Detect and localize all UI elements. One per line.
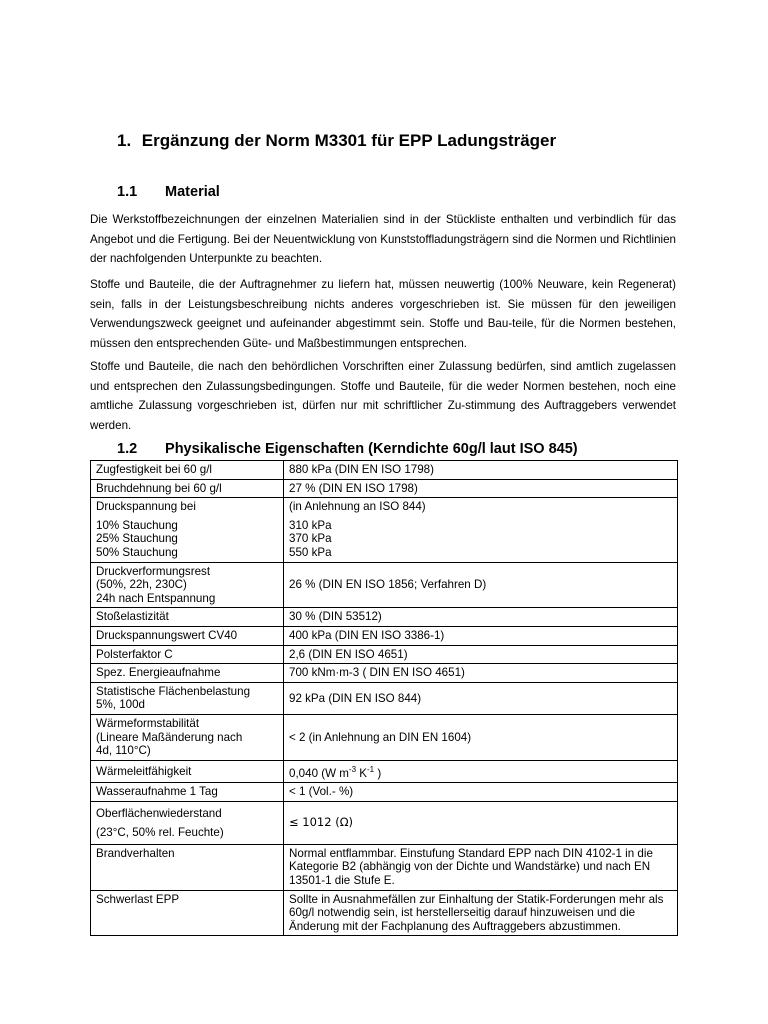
table-row xyxy=(91,608,678,627)
property-label: Bruchdehnung bei 60 g/l xyxy=(91,479,284,498)
property-value: 700 kNm·m-3 ( DIN EN ISO 4651) xyxy=(284,664,678,683)
property-label: Brandverhalten xyxy=(91,844,284,890)
table-row xyxy=(91,562,678,608)
property-label: Wärmeformstabilität xyxy=(96,716,200,730)
property-label: (50%, 22h, 230C) xyxy=(96,578,187,592)
property-label-group xyxy=(91,498,284,562)
table-row xyxy=(91,844,678,890)
property-label-group xyxy=(91,714,284,760)
property-label: (23°C, 50% rel. Feuchte) xyxy=(96,825,224,839)
property-label: Druckverformungsrest xyxy=(96,564,211,578)
property-value: 27 % (DIN EN ISO 1798) xyxy=(284,479,678,498)
sub-value: 310 kPa xyxy=(289,518,332,532)
property-label: 5%, 100d xyxy=(96,698,145,712)
table-row xyxy=(91,664,678,683)
property-value: 400 kPa (DIN EN ISO 3386-1) xyxy=(284,626,678,645)
property-value: 30 % (DIN 53512) xyxy=(284,608,678,627)
value-superscript: -1 xyxy=(367,764,375,774)
sub-label: 50% Stauchung xyxy=(96,545,178,559)
property-value: < 2 (in Anlehnung an DIN EN 1604) xyxy=(284,714,678,760)
main-heading xyxy=(117,131,556,151)
section-number: 1.1 xyxy=(117,184,138,200)
property-value: (in Anlehnung an ISO 844) xyxy=(289,500,426,514)
heading-title: Ergänzung der Norm M3301 für EPP Ladungsträger xyxy=(141,131,557,150)
table-row xyxy=(91,801,678,844)
property-value: ≤ 1012 (Ω) xyxy=(284,801,678,844)
table-row xyxy=(91,479,678,498)
table-row xyxy=(91,461,678,480)
paragraph-1: Die Werkstoffbezeichnungen der einzelnen Materialien sind in der Stückliste enthalten und verbindlich für das Angebot und die Fertigung. Bei der Neuentwicklung von Kunststoffladungsträgern sind die Normen und Richtlinien der nachfolgenden Unterpunkte zu beachten. xyxy=(90,213,676,266)
table-row xyxy=(91,645,678,664)
property-value: Sollte in Ausnahmefällen zur Einhaltung der Statik-Forderungen mehr als 60g/l notwendig sein, ist herstellerseitig darauf hinzuweisen und die Änderung mit der Fachplanung des Auftraggebers abzustimmen. xyxy=(284,890,678,936)
property-label: 24h nach Entspannung xyxy=(96,591,216,605)
property-label: Zugfestigkeit bei 60 g/l xyxy=(91,461,284,480)
property-label: Wärmeleitfähigkeit xyxy=(91,760,284,782)
property-label: Polsterfaktor C xyxy=(91,645,284,664)
sub-value: 550 kPa xyxy=(289,545,332,559)
sub-value: 370 kPa xyxy=(289,532,332,546)
sub-label: 25% Stauchung xyxy=(96,532,178,546)
heading-number: 1. xyxy=(117,131,132,150)
section-number: 1.2 xyxy=(117,441,138,457)
value-part: ) xyxy=(374,766,382,780)
property-label-group xyxy=(91,801,284,844)
value-part: 0,040 (W m xyxy=(289,766,349,780)
value-superscript: -3 xyxy=(348,764,357,774)
property-value: Normal entflammbar. Einstufung Standard EPP nach DIN 4102-1 in die Kategorie B2 (abhängig von der Dichte und Wandstärke) und nach EN 13501-1 die Stufe E. xyxy=(284,844,678,890)
property-label-group xyxy=(91,682,284,714)
property-label: Oberflächenwiederstand xyxy=(96,806,222,820)
table-row xyxy=(91,498,678,562)
property-value-group xyxy=(284,498,678,562)
table-row xyxy=(91,890,678,936)
table-row xyxy=(91,760,678,782)
properties-table xyxy=(90,460,678,936)
table-row xyxy=(91,783,678,802)
property-value: 92 kPa (DIN EN ISO 844) xyxy=(284,682,678,714)
section-title: Physikalische Eigenschaften (Kerndichte 60g/l laut ISO 845) xyxy=(165,441,578,457)
property-label: Wasseraufnahme 1 Tag xyxy=(91,783,284,802)
property-label: 4d, 110°C) xyxy=(96,744,151,758)
property-value xyxy=(284,760,678,782)
property-value: 2,6 (DIN EN ISO 4651) xyxy=(284,645,678,664)
paragraph-3: Stoffe und Bauteile, die nach den behördlichen Vorschriften einer Zulassung bedürfen, sind amtlich zugelassen und entsprechen den Zulassungsbedingungen. Stoffe und Bauteile, für die weder Normen bestehen, noch eine amtliche Zulassung vorgeschrieben ist, dürfen nur mit schriftlicher Zu-stimmung des Auftraggebers verwendet werden. xyxy=(90,360,676,432)
value-part: K xyxy=(356,766,368,780)
sub-label: 10% Stauchung xyxy=(96,518,178,532)
section-heading-properties xyxy=(117,441,578,457)
property-label: Stoßelastizität xyxy=(91,608,284,627)
property-label: Druckspannung bei xyxy=(96,500,196,514)
property-value: 26 % (DIN EN ISO 1856; Verfahren D) xyxy=(284,562,678,608)
table-row xyxy=(91,626,678,645)
property-label: Statistische Flächenbelastung xyxy=(96,684,251,698)
property-value: < 1 (Vol.- %) xyxy=(284,783,678,802)
table-row xyxy=(91,682,678,714)
property-label: (Lineare Maßänderung nach xyxy=(96,730,243,744)
paragraph-2: Stoffe und Bauteile, die der Auftragnehmer zu liefern hat, müssen neuwertig (100% Neuware, kein Regenerat) sein, falls in der Leistungsbeschreibung nichts anderes vorgeschrieben ist. Sie müssen für den jeweiligen Verwendungszweck geeignet und aufeinander abgestimmt sein. Stoffe und Bau-teile, für die Normen bestehen, müssen den entsprechenden Güte- und Maßbestimmungen entsprechen. xyxy=(90,278,676,350)
property-label: Druckspannungswert CV40 xyxy=(91,626,284,645)
table-row xyxy=(91,714,678,760)
property-value: 880 kPa (DIN EN ISO 1798) xyxy=(284,461,678,480)
property-label: Spez. Energieaufnahme xyxy=(91,664,284,683)
property-label: Schwerlast EPP xyxy=(91,890,284,936)
property-label-group xyxy=(91,562,284,608)
section-title: Material xyxy=(165,184,220,200)
section-heading-material xyxy=(117,184,220,200)
